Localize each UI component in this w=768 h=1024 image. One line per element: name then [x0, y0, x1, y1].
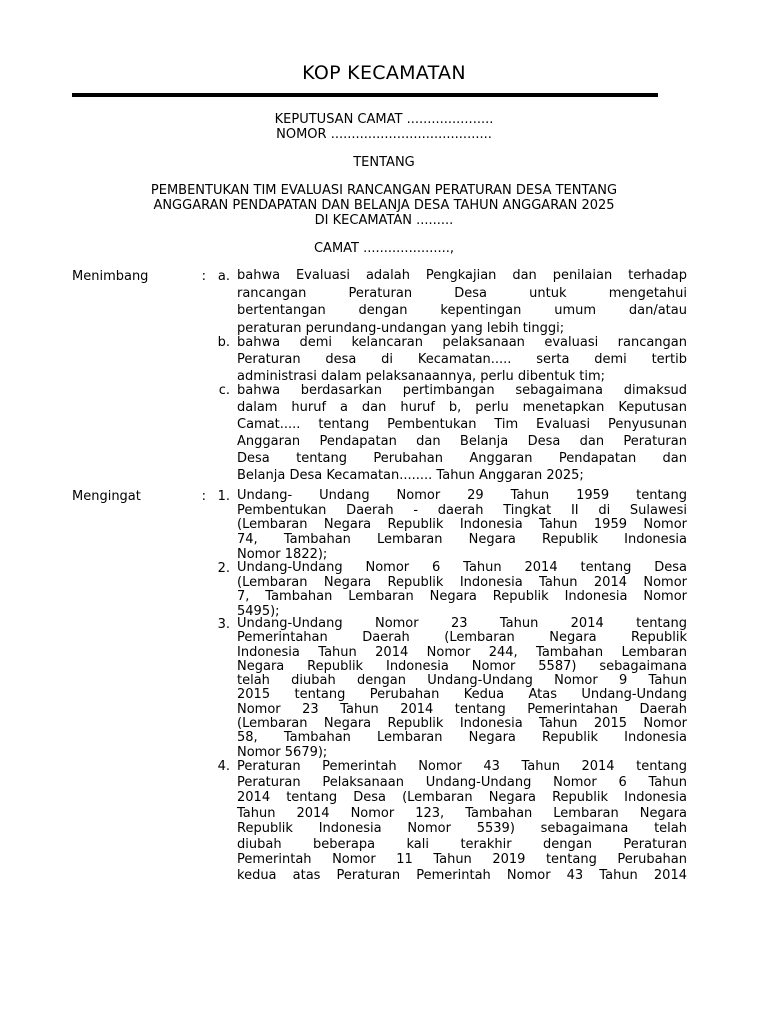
- text-line: 2015 tentang Perubahan Kedua Atas Undang-Undang: [237, 687, 687, 703]
- text-line: diubah beberapa kali terakhir dengan Peraturan: [237, 836, 687, 852]
- text-line: Pembentukan Daerah - daerah Tingkat II di Sulawesi: [237, 502, 687, 518]
- text-line: Belanja Desa Kecamatan........ Tahun Anggaran 2025;: [237, 468, 584, 483]
- item-marker: 4.: [217, 759, 230, 774]
- text-line: 7, Tambahan Lembaran Negara Republik Indonesia Nomor: [237, 589, 687, 605]
- subject-line: PEMBENTUKAN TIM EVALUASI RANCANGAN PERATURAN DESA TENTANG: [150, 183, 618, 198]
- text-line: bahwa demi kelancaran pelaksanaan evaluasi rancangan: [237, 335, 687, 350]
- subject-line: DI KECAMATAN .........: [314, 213, 454, 228]
- text-line: (Lembaran Negara Republik Indonesia Tahun 1959 Nomor: [237, 517, 687, 533]
- text-line: bertentangan dengan kepentingan umum dan/atau: [237, 303, 687, 318]
- text-line: Camat..... tentang Pembentukan Tim Evaluasi Penyusunan: [237, 417, 687, 432]
- text-line: (Lembaran Negara Republik Indonesia Tahun 2015 Nomor: [237, 716, 687, 732]
- decree-number: NOMOR .......................................: [276, 127, 492, 142]
- text-line: 58, Tambahan Lembaran Negara Republik Indonesia: [237, 730, 687, 746]
- item-marker: 3.: [217, 617, 230, 632]
- text-line: Undang-Undang Nomor 6 Tahun 2014 tentang Desa: [237, 560, 687, 575]
- text-line: dalam huruf a dan huruf b, perlu menetapkan Keputusan: [237, 400, 687, 415]
- letterhead-rule: [72, 93, 658, 97]
- menimbang-item-c: [237, 382, 687, 484]
- mengingat-label: Mengingat: [72, 489, 141, 504]
- mengingat-item-2: [237, 561, 687, 620]
- text-line: telah diubah dengan Undang-Undang Nomor 9 Tahun: [237, 673, 687, 689]
- text-line: Nomor 1822);: [237, 546, 328, 562]
- text-line: Nomor 23 Tahun 2014 tentang Pemerintahan Daerah: [237, 701, 687, 717]
- camat-heading: CAMAT .....................,: [313, 241, 455, 256]
- text-line: kedua atas Peraturan Pemerintah Nomor 43 Tahun 2014: [237, 867, 687, 883]
- decree-title: KEPUTUSAN CAMAT .....................: [274, 112, 494, 127]
- mengingat-item-3: [237, 617, 687, 760]
- text-line: Undang- Undang Nomor 29 Tahun 1959 tentang: [237, 488, 687, 503]
- text-line: Negara Republik Indonesia Nomor 5587) sebagaimana: [237, 658, 687, 674]
- text-line: peraturan perundang-undangan yang lebih tinggi;: [237, 320, 565, 336]
- text-line: Republik Indonesia Nomor 5539) sebagaimana telah: [237, 821, 687, 836]
- text-line: Peraturan Pelaksanaan Undang-Undang Nomor 6 Tahun: [237, 774, 687, 790]
- mengingat-colon: :: [201, 489, 206, 504]
- text-line: Nomor 5679);: [237, 744, 328, 760]
- item-marker: b.: [217, 335, 230, 350]
- item-marker: c.: [218, 383, 230, 398]
- text-line: Peraturan Pemerintah Nomor 43 Tahun 2014 tentang: [237, 759, 687, 774]
- menimbang-item-a: [237, 267, 687, 337]
- text-line: Pemerintahan Daerah (Lembaran Negara Republik: [237, 630, 687, 646]
- menimbang-item-b: [237, 334, 687, 385]
- text-line: Pemerintah Nomor 11 Tahun 2019 tentang Perubahan: [237, 852, 687, 867]
- item-marker: a.: [217, 269, 230, 284]
- menimbang-colon: :: [201, 269, 206, 284]
- tentang-heading: TENTANG: [353, 155, 415, 170]
- text-line: bahwa berdasarkan pertimbangan sebagaimana dimaksud: [237, 383, 687, 398]
- text-line: Peraturan desa di Kecamatan..... serta demi tertib: [237, 352, 687, 367]
- text-line: 5495);: [237, 604, 280, 620]
- item-marker: 1.: [217, 489, 230, 504]
- text-line: bahwa Evaluasi adalah Pengkajian dan penilaian terhadap: [237, 268, 687, 283]
- text-line: Desa tentang Perubahan Anggaran Pendapatan dan: [237, 451, 687, 466]
- text-line: rancangan Peraturan Desa untuk mengetahui: [237, 285, 687, 301]
- mengingat-item-4: [237, 759, 687, 883]
- text-line: (Lembaran Negara Republik Indonesia Tahun 2014 Nomor: [237, 574, 687, 590]
- text-line: Tahun 2014 Nomor 123, Tambahan Lembaran Negara: [237, 805, 687, 821]
- text-line: 74, Tambahan Lembaran Negara Republik Indonesia: [237, 532, 687, 548]
- text-line: 2014 tentang Desa (Lembaran Negara Republik Indonesia: [237, 790, 687, 805]
- text-line: Anggaran Pendapatan dan Belanja Desa dan Peraturan: [237, 434, 687, 449]
- subject-line: ANGGARAN PENDAPATAN DAN BELANJA DESA TAHUN ANGGARAN 2025: [153, 198, 615, 213]
- letterhead-title: KOP KECAMATAN: [302, 62, 466, 84]
- text-line: Indonesia Tahun 2014 Nomor 244, Tambahan Lembaran: [237, 644, 687, 660]
- text-line: administrasi dalam pelaksanaannya, perlu dibentuk tim;: [237, 369, 605, 384]
- menimbang-label: Menimbang: [72, 269, 149, 284]
- mengingat-item-1: [237, 489, 687, 563]
- item-marker: 2.: [217, 561, 230, 576]
- text-line: Undang-Undang Nomor 23 Tahun 2014 tentang: [237, 616, 687, 631]
